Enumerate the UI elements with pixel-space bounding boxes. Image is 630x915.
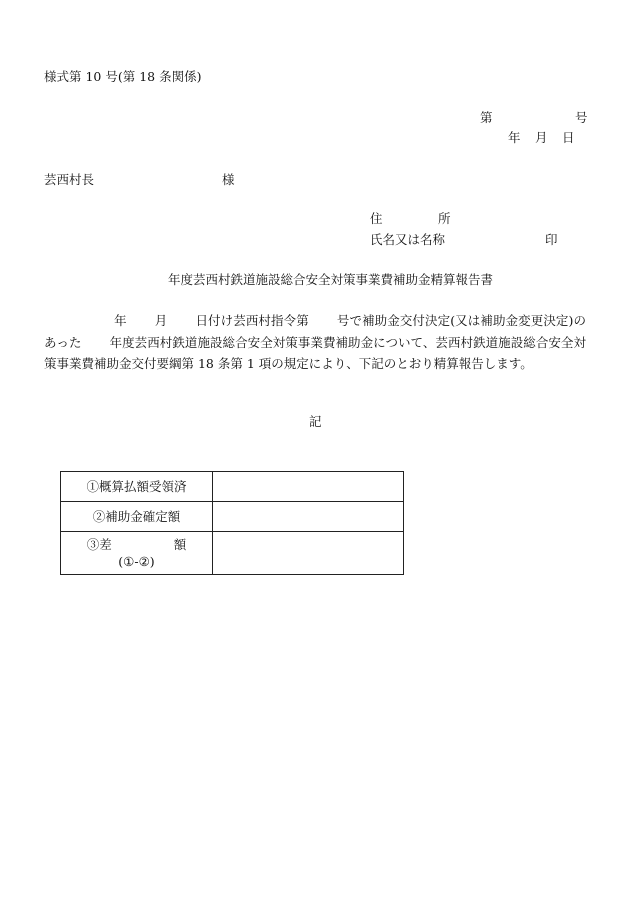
addressee-honorific: 様	[222, 172, 235, 187]
seal-mark: 印	[545, 232, 558, 247]
document-number-suffix: 号	[575, 110, 588, 125]
difference-label-a: ③差	[86, 537, 112, 552]
date-year-label: 年	[508, 130, 521, 145]
body-month: 月	[154, 313, 168, 328]
body-year: 年	[114, 313, 127, 328]
document-number-prefix: 第	[480, 110, 493, 125]
table-label-difference	[61, 532, 213, 575]
table-row	[61, 532, 404, 575]
note-marker: 記	[309, 414, 322, 429]
settlement-table	[60, 471, 404, 575]
body-decision: 号で補助金交付決定(又は補助金変更決定)のあった	[44, 313, 586, 350]
report-body-paragraph	[44, 310, 586, 375]
table-value-difference	[213, 532, 404, 575]
body-directive: 日付け芸西村指令第	[195, 313, 309, 328]
address-label-second: 所	[438, 211, 451, 226]
table-value-received	[213, 472, 404, 502]
addressee-name: 芸西村長	[44, 172, 95, 187]
body-fiscal-year-text: 年度芸西村鉄道施設総合安全対策事業費補助金について、芸西村鉄道施設総合安全対策事業費補助金交付要綱第 18 条第 1 項の規定により、下記のとおり精算報告します。	[44, 334, 586, 371]
date-month-label: 月	[535, 130, 548, 145]
name-label: 氏名又は名称	[370, 232, 446, 247]
difference-formula: (①-②)	[118, 554, 155, 569]
table-label-received: ①概算払額受領済	[61, 472, 213, 502]
address-label-first: 住	[370, 211, 383, 226]
difference-label-b: 額	[173, 537, 187, 552]
table-value-confirmed	[213, 502, 404, 532]
form-number: 様式第 10 号(第 18 条関係)	[44, 69, 202, 84]
document-title: 年度芸西村鉄道施設総合安全対策事業費補助金精算報告書	[168, 272, 494, 287]
date-day-label: 日	[562, 130, 575, 145]
table-label-confirmed: ②補助金確定額	[61, 502, 213, 532]
table-row	[61, 472, 404, 502]
table-row	[61, 502, 404, 532]
